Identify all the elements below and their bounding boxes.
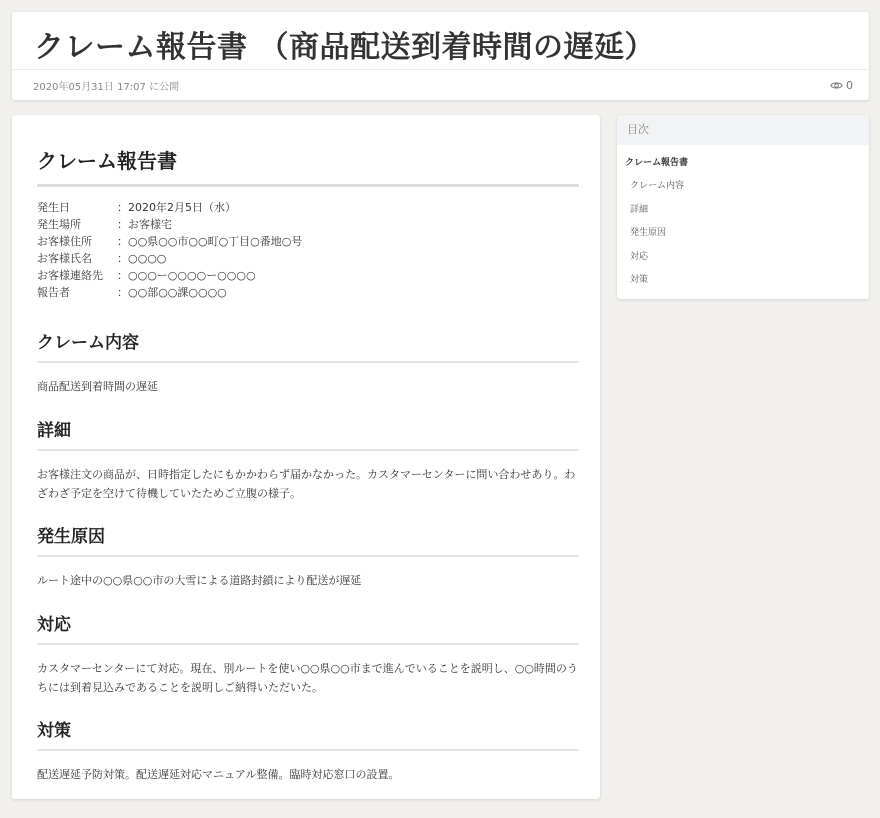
info-label: 報告者 <box>37 286 70 299</box>
eye-icon <box>830 81 843 90</box>
toc-item-complaint[interactable]: クレーム内容 <box>630 181 685 192</box>
section-details <box>37 416 579 503</box>
section-body: お客様注文の商品が、日時指定したにもかかわらず届かなかった。カスタマーセンターに問い合わせあり。わざわざ予定を空けて待機していたためご立腹の様子。 <box>37 468 576 500</box>
info-row-place <box>37 216 302 233</box>
published-date: 2020年05月31日 17:07 に公開 <box>33 82 180 93</box>
view-count-value: 0 <box>846 79 853 92</box>
info-label: お客様連絡先 <box>37 269 103 282</box>
article-body <box>12 115 600 799</box>
toc-item-response[interactable]: 対応 <box>630 251 649 262</box>
info-value: ：お客様宅 <box>117 218 172 231</box>
toc-title: 目次 <box>617 115 869 145</box>
section-body: 配送遅延予防対策。配送遅延対応マニュアル整備。臨時対応窓口の設置。 <box>37 768 400 781</box>
info-value: ：○○○ー○○○○ー○○○○ <box>117 269 256 282</box>
info-value: ：2020年2月5日（水） <box>117 201 236 214</box>
section-cause <box>37 522 579 590</box>
info-label: 発生場所 <box>37 218 81 231</box>
info-row-date <box>37 199 302 216</box>
info-row-name <box>37 250 302 267</box>
toc-list <box>617 145 869 292</box>
section-heading: 対策 <box>37 716 579 751</box>
section-heading: クレーム内容 <box>37 328 579 363</box>
table-of-contents <box>617 115 869 299</box>
section-heading: 発生原因 <box>37 522 579 557</box>
info-label: お客様氏名 <box>37 252 92 265</box>
info-row-contact <box>37 267 302 284</box>
info-label: お客様住所 <box>37 235 92 248</box>
section-response <box>37 610 579 697</box>
meta-row <box>33 78 853 93</box>
info-value: ：○○県○○市○○町○丁目○番地○号 <box>117 235 303 248</box>
info-label: 発生日 <box>37 201 70 214</box>
toc-item-report[interactable]: クレーム報告書 <box>625 158 689 168</box>
toc-item-measures[interactable]: 対策 <box>630 275 649 286</box>
info-row-reporter <box>37 284 302 301</box>
section-body: ルート途中の○○県○○市の大雪による道路封鎖により配送が遅延 <box>37 574 362 587</box>
report-info-table <box>37 199 302 301</box>
section-measures <box>37 716 579 784</box>
header-divider <box>12 69 869 70</box>
info-value: ：○○部○○課○○○○ <box>117 286 227 299</box>
report-heading: クレーム報告書 <box>37 145 579 187</box>
page-title: クレーム報告書 （商品配送到着時間の遅延） <box>34 30 655 65</box>
article-header <box>12 12 869 100</box>
toc-item-details[interactable]: 詳細 <box>630 204 649 215</box>
section-body: カスタマーセンターにて対応。現在、別ルートを使い○○県○○市まで進んでいることを説明し、○○時間のうちには到着見込みであることを説明しご納得いただいた。 <box>37 662 578 694</box>
toc-item-cause[interactable]: 発生原因 <box>630 228 667 239</box>
section-body: 商品配送到着時間の遅延 <box>37 380 158 393</box>
section-heading: 対応 <box>37 610 579 645</box>
report-heading-section <box>37 145 579 187</box>
section-heading: 詳細 <box>37 416 579 451</box>
view-count <box>830 79 853 92</box>
info-row-address <box>37 233 302 250</box>
info-value: ：○○○○ <box>117 252 167 265</box>
section-complaint <box>37 328 579 396</box>
